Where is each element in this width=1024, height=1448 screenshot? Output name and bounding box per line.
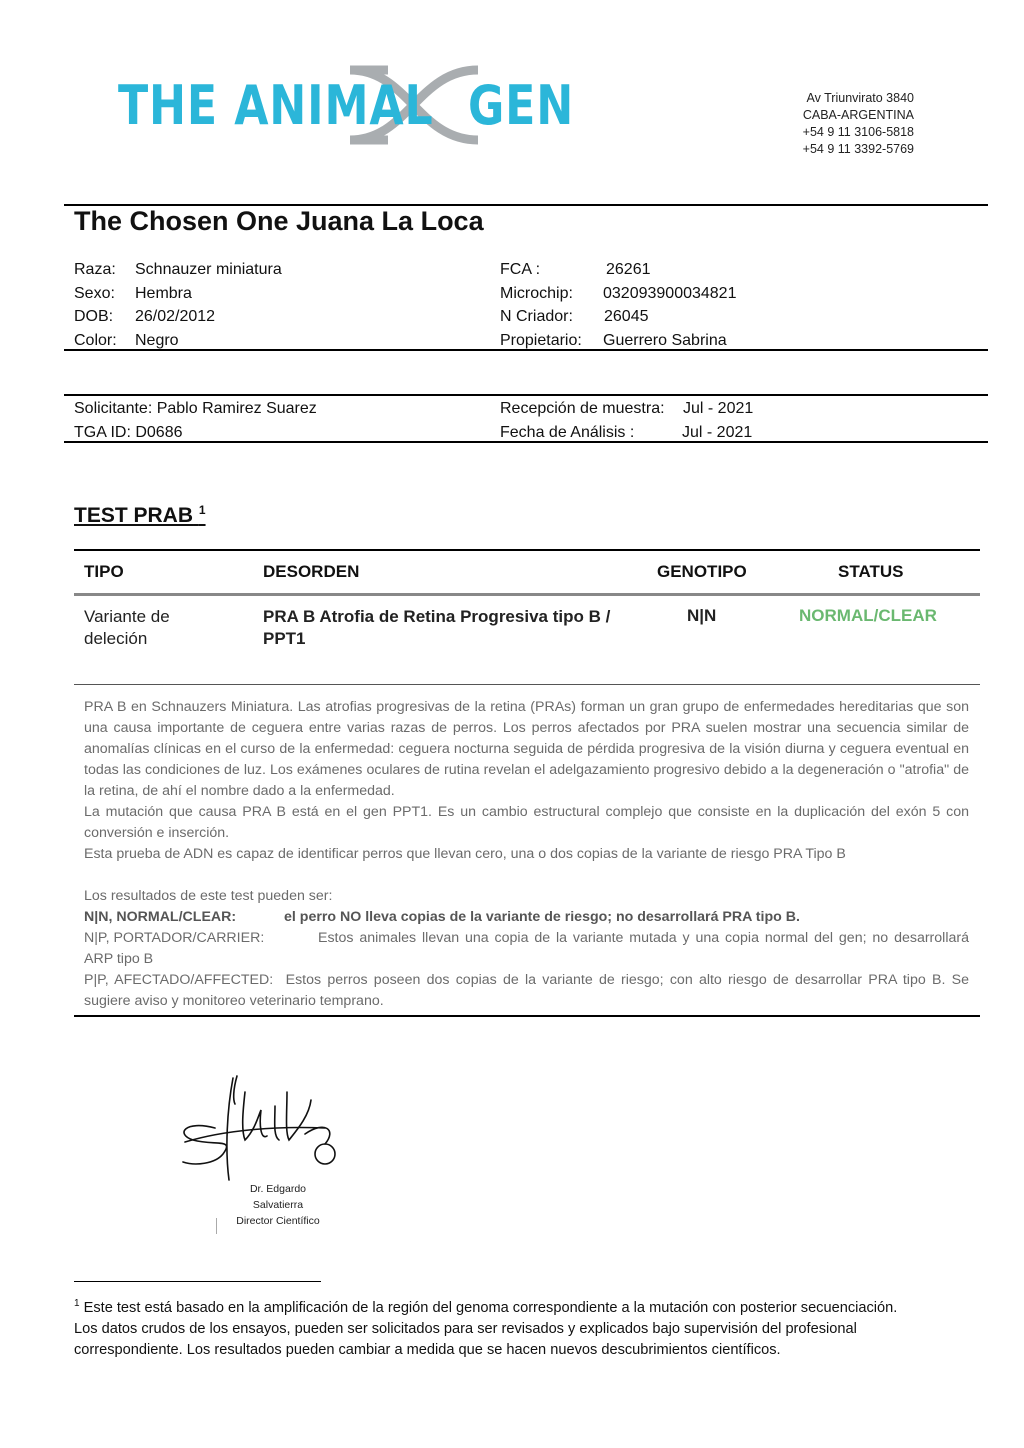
color-label: Color: (74, 331, 117, 349)
microchip-value: 032093900034821 (603, 284, 737, 302)
raza-label: Raza: (74, 261, 116, 278)
logo-text-left: THE ANIMAL (118, 74, 434, 137)
phone-line: +54 9 11 3392-5769 (802, 142, 914, 156)
color-value: Negro (135, 331, 179, 349)
desc-paragraph: PRA B en Schnauzers Miniatura. Las atrofias progresivas de la retina (PRAs) forman un gran grupo de enfermedades hereditarias que son una causa importante de ceguera entre varias razas de perros. Los perros afectados por PRA suelen mostrar una secuencia similar de anomalías clínicas en el curso de la enfermedad: ceguera nocturna seguida de pérdida progresiva de la visión diurna y ceguera eventual en todas las condiciones de luz. Los exámenes oculares de rutina revelan el adelgazamiento progresivo debido a la degeneración o "atrofia" de la retina, de ahí el nombre dado a la enfermedad. (84, 699, 969, 799)
phone-line: +54 9 11 3106-5818 (802, 125, 914, 139)
criador-value: 26045 (604, 308, 649, 325)
header-tipo: TIPO (84, 562, 124, 581)
divider (64, 441, 988, 443)
raza-value: Schnauzer miniatura (135, 261, 282, 278)
dob-value: 26/02/2012 (135, 308, 216, 325)
microchip-label: Microchip: (500, 284, 573, 302)
test-title (74, 503, 206, 528)
dog-info-left (74, 258, 282, 352)
company-logo (118, 56, 575, 156)
signature-caption (200, 1181, 356, 1229)
row-desorden: PRA B Atrofia de Retina Progresiva tipo B / PPT1 (263, 607, 611, 648)
dob-label: DOB: (74, 308, 114, 325)
address-line: CABA-ARGENTINA (802, 108, 914, 122)
divider (74, 1015, 980, 1017)
row-genotipo: N|N (687, 606, 717, 625)
desc-paragraph: La mutación que causa PRA B está en el gen PPT1. Es un cambio estructural complejo que consiste en la duplicación del exón 5 con conversión e inserción. (84, 804, 969, 841)
row-status: NORMAL/CLEAR (799, 606, 937, 625)
footnote-text: Este test está basado en la amplificación de la región del genoma correspondiente a la mutación con posterior secuenciación. Los datos crudos de los ensayos, pueden ser solicitados para ser revisados y explicados bajo supervisión del profesional correspondiente. Los resultados pueden cambiar a medida que se hacen nuevos descubrimientos científicos. (74, 1299, 898, 1358)
result-pp-text: Estos perros poseen dos copias de la variante de riesgo; con alto riesgo de desarrollar PRA tipo B. Se sugiere aviso y monitoreo veterinario temprano. (84, 972, 969, 1009)
table-header-border (74, 593, 980, 596)
divider (64, 394, 988, 396)
solicitante: Solicitante: Pablo Ramirez Suarez (74, 400, 317, 417)
dog-info-right (500, 258, 736, 352)
row-tipo: Variante de deleción (84, 607, 170, 648)
fca-value: 26261 (606, 261, 651, 278)
table-top-border (74, 549, 980, 551)
signer-title: Director Científico (236, 1215, 320, 1227)
result-pp (84, 970, 969, 1012)
fecha-value: Jul - 2021 (682, 423, 753, 441)
footnote-separator (74, 1281, 321, 1282)
logo-text-right: GEN (468, 74, 575, 137)
signer-name: Dr. Edgardo (249, 1183, 307, 1195)
result-np (84, 928, 969, 970)
recepcion-label: Recepción de muestra: (500, 400, 665, 417)
test-title-text: TEST PRAB (74, 504, 194, 527)
footnote-ref: 1 (198, 503, 206, 517)
signature-image (175, 1070, 345, 1185)
propietario-label: Propietario: (500, 331, 582, 349)
sexo-label: Sexo: (74, 284, 115, 302)
result-nn (84, 907, 969, 928)
request-info-right (500, 397, 753, 444)
request-info-left (74, 397, 317, 444)
desc-paragraph: Esta prueba de ADN es capaz de identificar perros que llevan cero, una o dos copias de la variante de riesgo PRA Tipo B (84, 846, 846, 862)
fecha-label: Fecha de Análisis : (500, 423, 635, 441)
footnote (74, 1293, 914, 1361)
result-pp-label: P|P, AFECTADO/AFFECTED: (84, 972, 274, 988)
criador-label: N Criador: (500, 308, 573, 325)
company-address (760, 90, 914, 158)
dog-name: The Chosen One Juana La Loca (74, 206, 484, 236)
tga-id: TGA ID: D0686 (74, 423, 183, 441)
signer-surname: Salvatierra (252, 1199, 304, 1211)
divider (64, 349, 988, 351)
address-line: Av Triunvirato 3840 (806, 91, 914, 105)
result-np-text: Estos animales llevan una copia de la variante mutada y una copia normal del gen; no desarrollará ARP tipo B (84, 930, 969, 967)
header-status: STATUS (838, 562, 904, 581)
result-nn-label: N|N, NORMAL/CLEAR: (84, 909, 237, 925)
result-np-label: N|P, PORTADOR/CARRIER: (84, 930, 265, 946)
results-intro: Los resultados de este test pueden ser: (84, 888, 333, 904)
propietario-value: Guerrero Sabrina (603, 331, 727, 349)
recepcion-value: Jul - 2021 (683, 400, 754, 417)
footnote-mark: 1 (74, 1298, 80, 1309)
header-genotipo: GENOTIPO (657, 562, 747, 581)
fca-label: FCA : (500, 261, 541, 278)
result-nn-text: el perro NO lleva copias de la variante de riesgo; no desarrollará PRA tipo B. (284, 909, 800, 925)
table-bottom-border (74, 684, 980, 685)
header-desorden: DESORDEN (263, 562, 360, 581)
description (84, 697, 969, 1012)
sexo-value: Hembra (135, 284, 192, 302)
